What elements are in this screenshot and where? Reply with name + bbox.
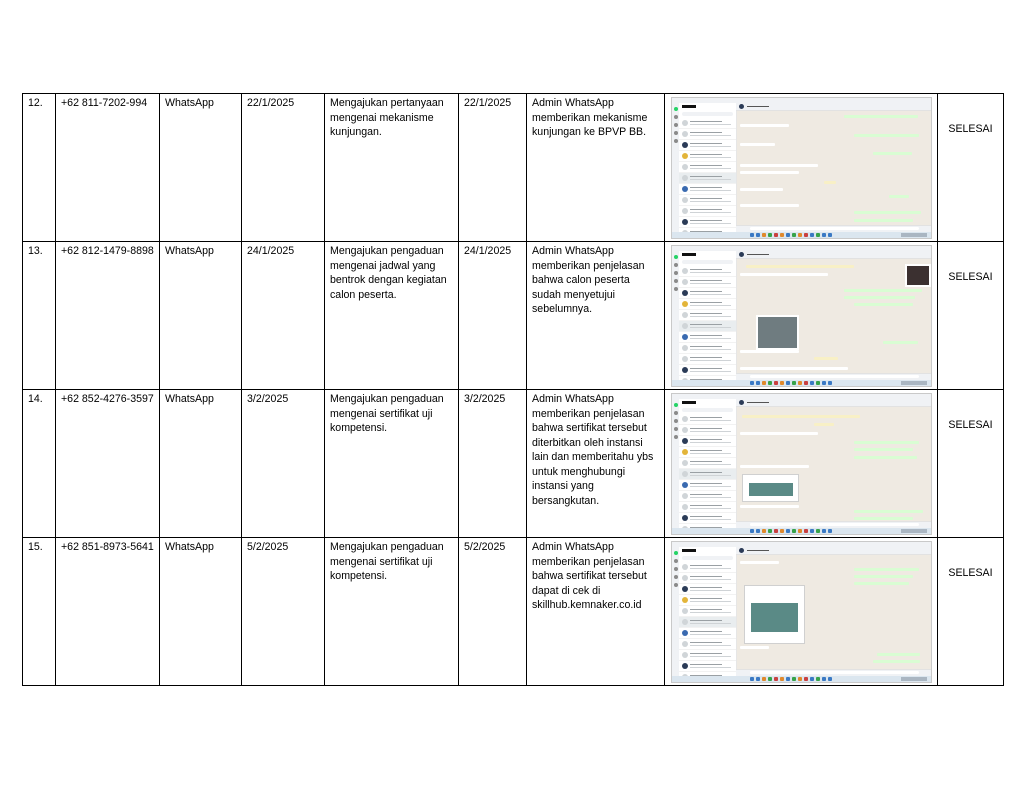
evidence-screenshot-cell [665, 538, 938, 686]
complaint-text: Mengajukan pengaduan mengenai sertifikat uji kompetensi. [325, 538, 459, 686]
response-text: Admin WhatsApp memberikan penjelasan bahwa sertifikat tersebut dapat di cek di skillhub.kemnaker.co.id [527, 538, 665, 686]
date-responded: 22/1/2025 [459, 94, 527, 242]
whatsapp-desktop-screenshot [671, 541, 932, 683]
date-received: 22/1/2025 [242, 94, 325, 242]
phone-number: +62 852-4276-3597 [56, 390, 160, 538]
row-number: 14. [23, 390, 56, 538]
table-row [23, 94, 1004, 242]
status-text: SELESAI [938, 94, 1004, 242]
response-text: Admin WhatsApp memberikan mekanisme kunjungan ke BPVP BB. [527, 94, 665, 242]
response-text: Admin WhatsApp memberikan penjelasan bahwa calon peserta sudah menyetujui sebelumnya. [527, 242, 665, 390]
whatsapp-desktop-screenshot [671, 245, 932, 387]
table-row [23, 538, 1004, 686]
date-responded: 3/2/2025 [459, 390, 527, 538]
complaint-text: Mengajukan pengaduan mengenai sertifikat uji kompetensi. [325, 390, 459, 538]
date-received: 3/2/2025 [242, 390, 325, 538]
channel: WhatsApp [160, 390, 242, 538]
evidence-screenshot-cell [665, 94, 938, 242]
complaint-text: Mengajukan pengaduan mengenai jadwal yang bentrok dengan kegiatan calon peserta. [325, 242, 459, 390]
date-responded: 24/1/2025 [459, 242, 527, 390]
channel: WhatsApp [160, 538, 242, 686]
whatsapp-desktop-screenshot [671, 97, 932, 239]
status-text: SELESAI [938, 538, 1004, 686]
status-text: SELESAI [938, 390, 1004, 538]
evidence-screenshot-cell [665, 242, 938, 390]
channel: WhatsApp [160, 94, 242, 242]
table-row [23, 242, 1004, 390]
row-number: 12. [23, 94, 56, 242]
row-number: 15. [23, 538, 56, 686]
phone-number: +62 811-7202-994 [56, 94, 160, 242]
status-text: SELESAI [938, 242, 1004, 390]
date-received: 5/2/2025 [242, 538, 325, 686]
complaint-text: Mengajukan pertanyaan mengenai mekanisme kunjungan. [325, 94, 459, 242]
whatsapp-desktop-screenshot [671, 393, 932, 535]
phone-number: +62 851-8973-5641 [56, 538, 160, 686]
table-row [23, 390, 1004, 538]
row-number: 13. [23, 242, 56, 390]
date-received: 24/1/2025 [242, 242, 325, 390]
complaint-log-table [22, 93, 1004, 686]
phone-number: +62 812-1479-8898 [56, 242, 160, 390]
date-responded: 5/2/2025 [459, 538, 527, 686]
evidence-screenshot-cell [665, 390, 938, 538]
response-text: Admin WhatsApp memberikan penjelasan bahwa sertifikat tersebut diterbitkan oleh instansi lain dan memberitahu ybs untuk menghubungi instansi yang bersangkutan. [527, 390, 665, 538]
channel: WhatsApp [160, 242, 242, 390]
